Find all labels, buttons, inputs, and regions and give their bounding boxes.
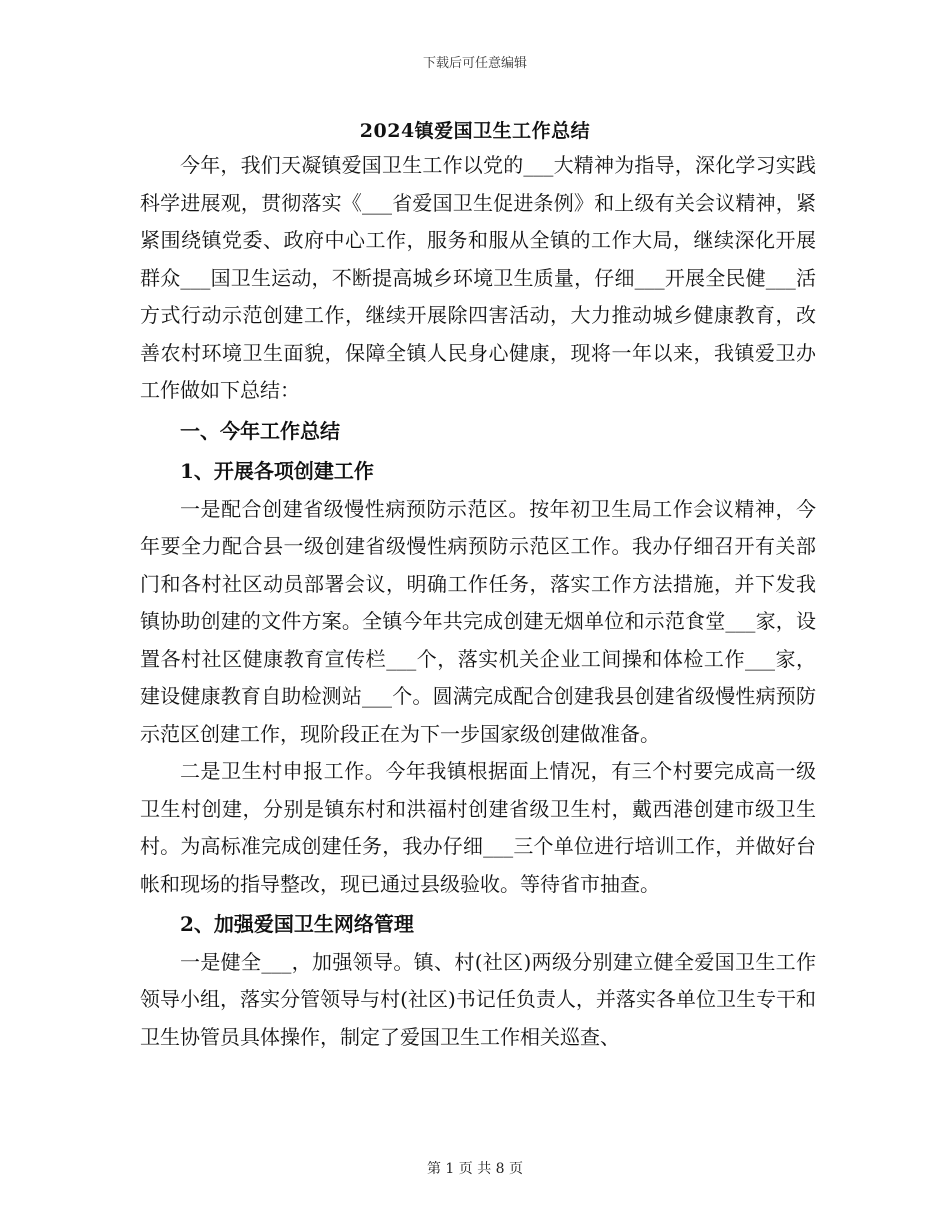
paragraph-2-1: 一是健全___，加强领导。镇、村(社区)两级分别建立健全爱国卫生工作领导小组，落实分管领导与村(社区)书记任负责人，并落实各单位卫生专干和卫生协管员具体操作，制定了爱国卫生工作相关巡查、 — [140, 949, 816, 1049]
document-title: 2024镇爱国卫生工作总结 — [359, 120, 591, 142]
document-body — [140, 147, 816, 1056]
page-footer: 第 1 页 共 8 页 — [426, 1161, 524, 1177]
subsection-heading-1: 1、开展各项创建工作 — [180, 459, 374, 483]
paragraph-intro: 今年，我们天凝镇爱国卫生工作以党的___大精神为指导，深化学习实践科学进展观，贯彻落实《___省爱国卫生促进条例》和上级有关会议精神，紧紧围绕镇党委、政府中心工作，服务和服从全镇的工作大局，继续深化开展群众___国卫生运动，不断提高城乡环境卫生质量，仔细___开展全民健___活方式行动示范创建工作，继续开展除四害活动，大力推动城乡健康教育，改善农村环境卫生面貌，保障全镇人民身心健康，现将一年以来，我镇爱卫办工作做如下总结： — [140, 153, 816, 402]
paragraph-1-2: 二是卫生村申报工作。今年我镇根据面上情况，有三个村要完成高一级卫生村创建，分别是镇东村和洪福村创建省级卫生村，戴西港创建市级卫生村。为高标准完成创建任务，我办仔细___三个单位进行培训工作，并做好台帐和现场的指导整改，现已通过县级验收。等待省市抽查。 — [140, 759, 816, 896]
paragraph-1-1: 一是配合创建省级慢性病预防示范区。按年初卫生局工作会议精神，今年要全力配合县一级创建省级慢性病预防示范区工作。我办仔细召开有关部门和各村社区动员部署会议，明确工作任务，落实工作方法措施，并下发我镇协助创建的文件方案。全镇今年共完成创建无烟单位和示范食堂___家，设置各村社区健康教育宣传栏___个，落实机关企业工间操和体检工作___家，建设健康教育自助检测站___个。圆满完成配合创建我县创建省级慢性病预防示范区创建工作，现阶段正在为下一步国家级创建做准备。 — [140, 496, 816, 746]
header-note: 下载后可任意编辑 — [422, 56, 527, 71]
subsection-heading-2: 2、加强爱国卫生网络管理 — [180, 912, 414, 936]
section-heading-1: 一、今年工作总结 — [180, 418, 340, 443]
